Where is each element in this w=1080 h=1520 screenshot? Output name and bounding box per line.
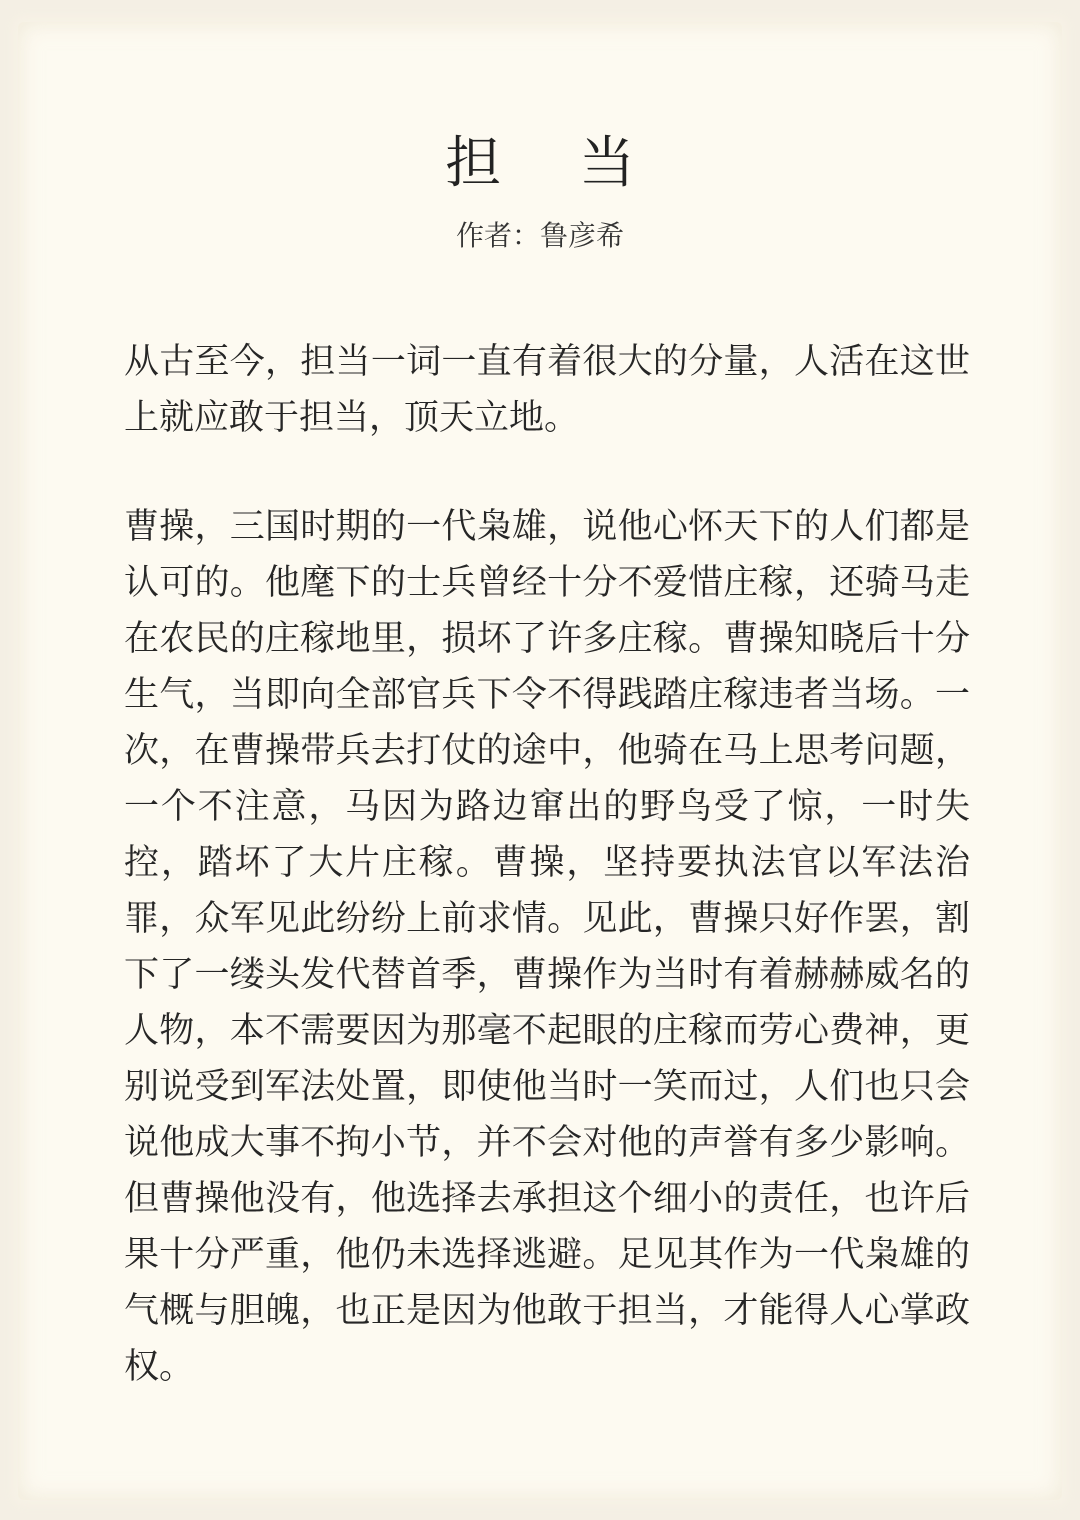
paragraph-cao-cao-story: 曹操，三国时期的一代枭雄，说他心怀天下的人们都是认可的。他麾下的士兵曾经十分不爱惜庄稼，还骑马走在农民的庄稼地里，损坏了许多庄稼。曹操知晓后十分生气，当即向全部官兵下令不得践踏庄稼违者当场。一次，在曹操带兵去打仗的途中，他骑在马上思考问题，一个不注意，马因为路边窜出的野鸟受了惊，一时失控，踏坏了大片庄稼。曹操，坚持要执法官以军法治罪，众军见此纷纷上前求情。见此，曹操只好作罢，割下了一缕头发代替首季，曹操作为当时有着赫赫威名的人物，本不需要因为那毫不起眼的庄稼而劳心费神，更别说受到军法处置，即使他当时一笑而过，人们也只会说他成大事不拘小节，并不会对他的声誉有多少影响。但曹操他没有，他选择去承担这个细小的责任，也许后果十分严重，他仍未选择逃避。足见其作为一代枭雄的气概与胆魄，也正是因为他敢于担当，才能得人心掌政权。 [124, 507, 970, 1387]
paragraph-intro: 从古至今，担当一词一直有着很大的分量，人活在这世上就应敢于担当，顶天立地。 [124, 342, 970, 438]
article-author: 作者：鲁彦希 [455, 219, 624, 252]
article-title: 担 当 [445, 131, 665, 196]
article-body [124, 334, 970, 1448]
